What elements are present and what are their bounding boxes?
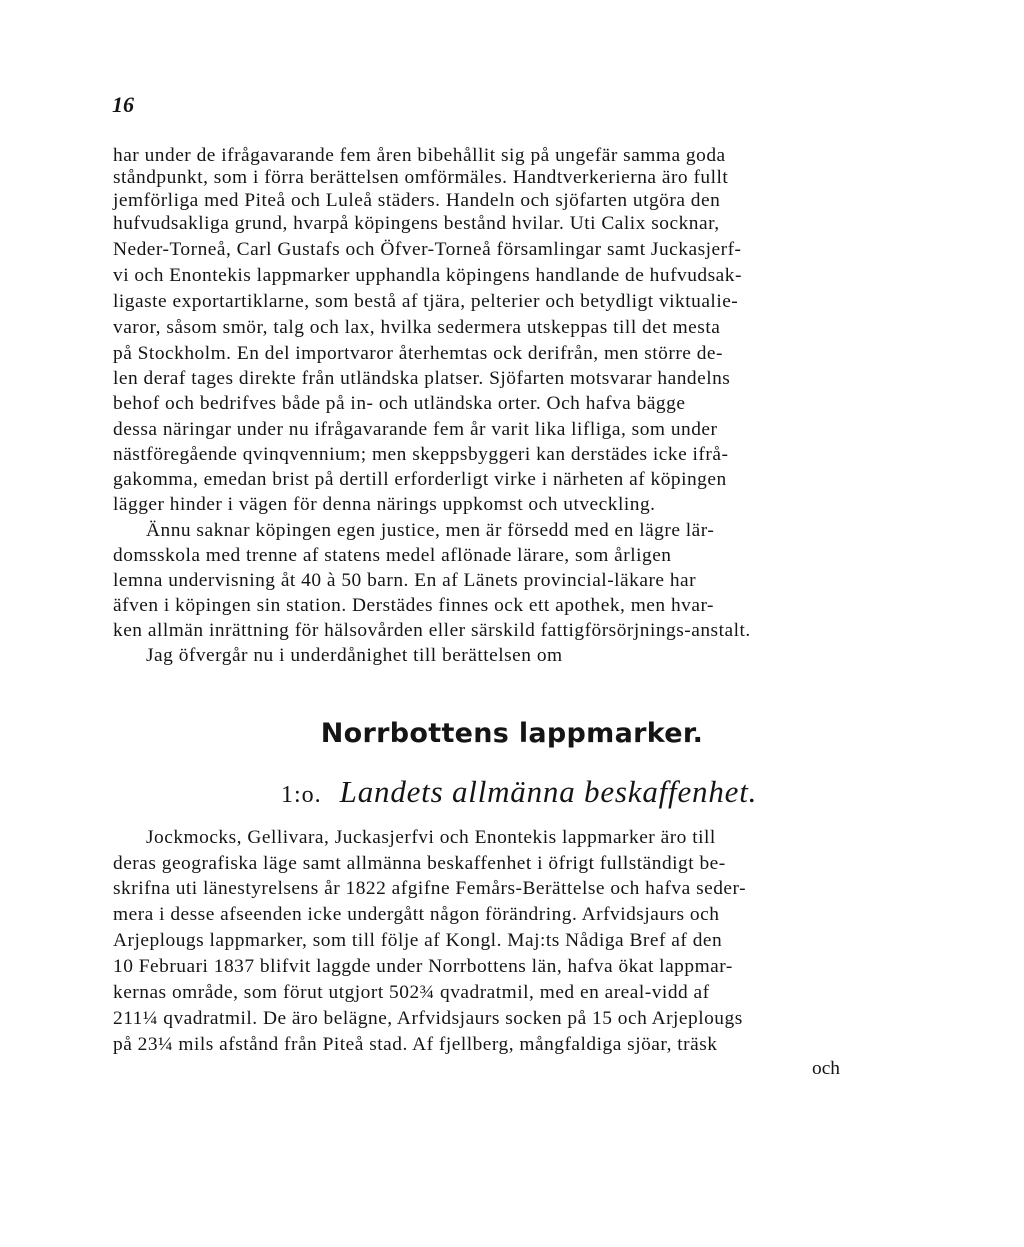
text-line: Jockmocks, Gellivara, Juckasjerfvi och Enontekis lappmarker äro till	[146, 827, 716, 848]
text-line: nästföregående qvinqvennium; men skeppsbyggeri kan derstädes icke ifrå-	[113, 444, 729, 465]
text-line: ligaste exportartiklarne, som bestå af tjära, pelterier och betydligt viktualie-	[113, 291, 739, 312]
subsection-heading	[281, 774, 757, 810]
text-line: ken allmän inrättning för hälsovården eller särskild fattigförsörjnings-anstalt.	[113, 620, 751, 641]
page-number: 16	[112, 92, 134, 117]
text-line: Ännu saknar köpingen egen justice, men är försedd med en lägre lär-	[146, 520, 715, 541]
text-line: mera i desse afseenden icke undergått någon förändring. Arfvidsjaurs och	[113, 904, 720, 925]
text-line: len deraf tages direkte från utländska platser. Sjöfarten motsvarar handelns	[113, 368, 731, 389]
text-line: gakomma, emedan brist på dertill erforderligt virke i närheten af köpingen	[113, 469, 727, 490]
text-line: hufvudsakliga grund, hvarpå köpingens bestånd hvilar. Uti Calix socknar,	[113, 213, 720, 234]
text-line: 211¼ qvadratmil. De äro belägne, Arfvidsjaurs socken på 15 och Arjeplougs	[113, 1008, 743, 1029]
text-line: lägger hinder i vägen för denna närings uppkomst och utveckling.	[113, 494, 656, 515]
text-line: vi och Enontekis lappmarker upphandla köpingens handlande de hufvudsak-	[113, 265, 742, 286]
text-line: varor, såsom smör, talg och lax, hvilka sedermera utskeppas till det mesta	[113, 317, 721, 338]
text-line: skrifna uti länestyrelsens år 1822 afgifne Femårs-Berättelse och hafva seder-	[113, 878, 747, 899]
text-line: Neder-Torneå, Carl Gustafs och Öfver-Torneå församlingar samt Juckasjerf-	[113, 239, 742, 260]
text-line: Jag öfvergår nu i underdånighet till berättelsen om	[146, 645, 563, 666]
text-line: 10 Februari 1837 blifvit laggde under Norrbottens län, hafva ökat lappmar-	[113, 956, 733, 977]
text-line: äfven i köpingen sin station. Derstädes finnes ock ett apothek, men hvar-	[113, 595, 714, 616]
text-line: jemförliga med Piteå och Luleå städers. Handeln och sjöfarten utgöra den	[113, 190, 721, 211]
subsection-number: 1:o.	[281, 782, 322, 808]
text-line: kernas område, som förut utgjort 502¾ qvadratmil, med en areal-vidd af	[113, 982, 710, 1003]
text-line: har under de ifrågavarande fem åren bibehållit sig på ungefär samma goda	[113, 145, 726, 166]
text-line: ståndpunkt, som i förra berättelsen omförmäles. Handtverkerierna äro fullt	[113, 167, 729, 188]
catchword: och	[812, 1058, 840, 1079]
text-line: deras geografiska läge samt allmänna beskaffenhet i öfrigt fullständigt be-	[113, 853, 726, 874]
text-line: domsskola med trenne af statens medel aflönade lärare, som årligen	[113, 545, 672, 566]
text-line: Arjeplougs lappmarker, som till följe af Kongl. Maj:ts Nådiga Bref af den	[113, 930, 723, 951]
text-line: dessa näringar under nu ifrågavarande fem år varit lika lifliga, som under	[113, 419, 718, 440]
text-line: på 23¼ mils afstånd från Piteå stad. Af fjellberg, mångfaldiga sjöar, träsk	[113, 1034, 718, 1055]
text-line: behof och bedrifves både på in- och utländska orter. Och hafva bägge	[113, 393, 686, 414]
text-line: på Stockholm. En del importvaror återhemtas ock derifrån, men större de-	[113, 343, 723, 364]
section-heading: Norrbottens lappmarker.	[320, 718, 704, 749]
subsection-title: Landets allmänna beskaffenhet.	[339, 774, 758, 809]
text-line: lemna undervisning åt 40 à 50 barn. En af Länets provincial-läkare har	[113, 570, 697, 591]
